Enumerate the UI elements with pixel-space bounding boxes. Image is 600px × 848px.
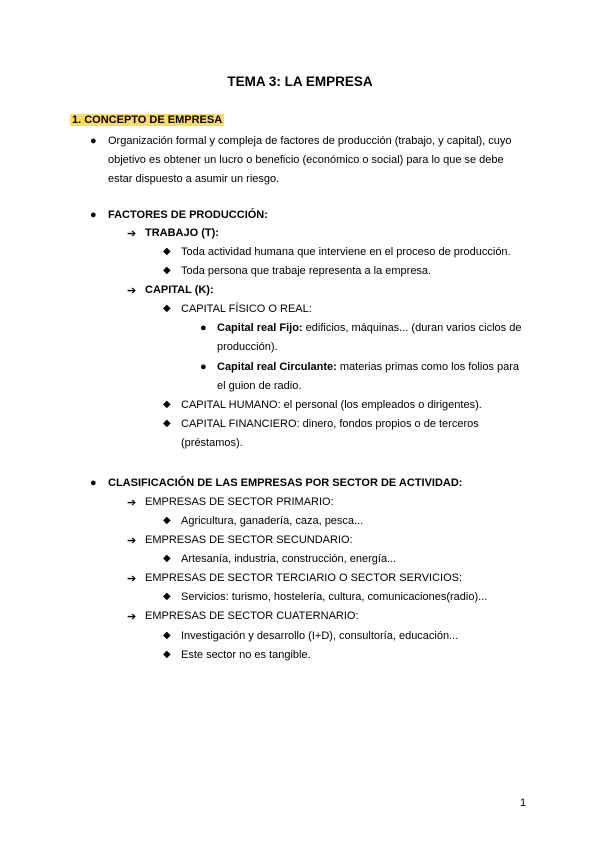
- arrow-icon: ➔: [127, 611, 137, 623]
- bullet-icon: ●: [200, 322, 207, 334]
- bullet-icon: ●: [200, 361, 207, 373]
- list-item: Este sector no es tangible.: [181, 649, 311, 661]
- capital-humano: CAPITAL HUMANO: el personal (los empleados o dirigentes).: [181, 399, 482, 411]
- intro-line: estar dispuesto a asumir un riesgo.: [108, 173, 280, 185]
- capital-financiero-cont: (préstamos).: [181, 437, 243, 449]
- circulante-text: materias primas como los folios para: [336, 361, 520, 373]
- arrow-icon: ➔: [127, 535, 137, 547]
- clasificacion-heading: CLASIFICACIÓN DE LAS EMPRESAS POR SECTOR DE ACTIVIDAD:: [108, 477, 463, 489]
- capital-label: CAPITAL (K):: [145, 284, 214, 296]
- diamond-icon: ◆: [163, 265, 171, 276]
- list-item: Artesanía, industria, construcción, energía...: [181, 553, 397, 565]
- diamond-icon: ◆: [163, 591, 171, 602]
- list-item: Toda actividad humana que interviene en el proceso de producción.: [181, 246, 511, 258]
- diamond-icon: ◆: [163, 515, 171, 526]
- fijo-text: edificios, máquinas... (duran varios ciclos de: [302, 322, 522, 334]
- list-item: Toda persona que trabaje representa a la empresa.: [181, 265, 432, 277]
- diamond-icon: ◆: [163, 303, 171, 314]
- sector-primario: EMPRESAS DE SECTOR PRIMARIO:: [145, 496, 334, 508]
- diamond-icon: ◆: [163, 399, 171, 410]
- diamond-icon: ◆: [163, 418, 171, 429]
- arrow-icon: ➔: [127, 228, 137, 240]
- sector-secundario: EMPRESAS DE SECTOR SECUNDARIO:: [145, 534, 353, 546]
- diamond-icon: ◆: [163, 649, 171, 660]
- sector-cuaternario: EMPRESAS DE SECTOR CUATERNARIO:: [145, 610, 359, 622]
- diamond-icon: ◆: [163, 246, 171, 257]
- factores-heading: FACTORES DE PRODUCCIÓN:: [108, 209, 268, 221]
- intro-line: objetivo es obtener un lucro o beneficio (económico o social) para lo que se debe: [108, 154, 504, 166]
- capital-financiero: CAPITAL FINANCIERO: dinero, fondos propios o de terceros: [181, 418, 479, 430]
- fijo-label: Capital real Fijo:: [217, 322, 303, 334]
- bullet-icon: ●: [90, 135, 97, 147]
- capital-circulante-line: [217, 361, 519, 373]
- page-number: 1: [520, 797, 527, 809]
- bullet-icon: ●: [90, 477, 97, 489]
- arrow-icon: ➔: [127, 497, 137, 509]
- arrow-icon: ➔: [127, 285, 137, 297]
- capital-fijo-line: [217, 322, 521, 334]
- page-title: TEMA 3: LA EMPRESA: [227, 74, 373, 89]
- bullet-icon: ●: [90, 209, 97, 221]
- diamond-icon: ◆: [163, 630, 171, 641]
- capital-fisico: CAPITAL FÍSICO O REAL:: [181, 303, 312, 315]
- circulante-label: Capital real Circulante:: [217, 361, 337, 373]
- intro-line: Organización formal y compleja de factores de producción (trabajo, y capital), cuyo: [108, 135, 512, 147]
- trabajo-label: TRABAJO (T):: [145, 227, 219, 239]
- list-item: Servicios: turismo, hostelería, cultura, comunicaciones(radio)...: [181, 591, 488, 603]
- circulante-text-cont: el guion de radio.: [217, 380, 302, 392]
- list-item: Investigación y desarrollo (I+D), consultoría, educación...: [181, 630, 459, 642]
- list-item: Agricultura, ganadería, caza, pesca...: [181, 515, 364, 527]
- sector-terciario: EMPRESAS DE SECTOR TERCIARIO O SECTOR SERVICIOS:: [145, 572, 463, 584]
- fijo-text-cont: producción).: [217, 341, 278, 353]
- section-heading: 1. CONCEPTO DE EMPRESA: [72, 114, 223, 126]
- arrow-icon: ➔: [127, 573, 137, 585]
- diamond-icon: ◆: [163, 553, 171, 564]
